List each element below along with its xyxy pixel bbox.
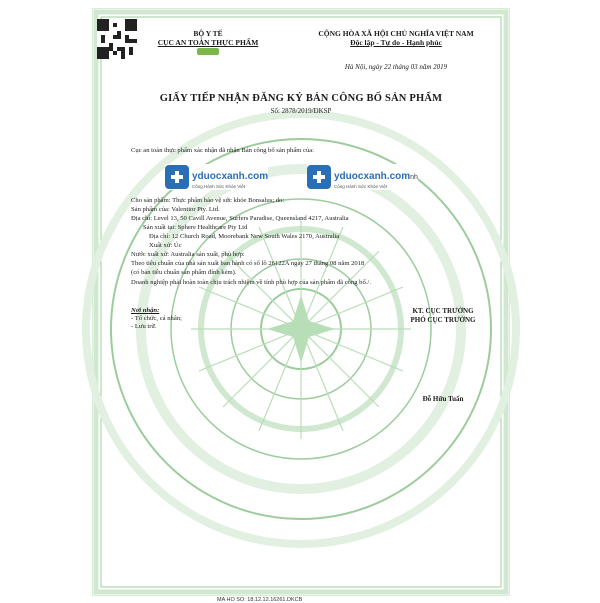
issue-date: Hà Nội, ngày 22 tháng 03 năm 2019 bbox=[344, 63, 448, 71]
issuer-header bbox=[153, 29, 263, 55]
certificate-sheet bbox=[92, 8, 510, 603]
national-header bbox=[293, 29, 499, 47]
ministry-name: BỘ Y TẾ bbox=[193, 29, 223, 38]
recipients-label: Nơi nhận: bbox=[131, 307, 160, 314]
bronze-drum-watermark bbox=[93, 119, 509, 589]
watermark-brand: yduocxanh.com bbox=[192, 170, 269, 182]
medical-cross-icon bbox=[307, 165, 331, 189]
qr-code bbox=[97, 19, 137, 59]
export-country-line: Nước xuất xứ: Australia sản xuất, phù hợp: bbox=[131, 251, 245, 258]
origin-line: Xuất xứ: Úc bbox=[149, 242, 182, 249]
standard-note: (có bản tiêu chuẩn sản phẩm đính kèm). bbox=[131, 269, 237, 276]
watermark-logo-1 bbox=[165, 164, 268, 190]
watermark-tagline: Công Hành Sức Khỏe Việt bbox=[192, 183, 245, 189]
watermark-tagline: Công Hành Sức Khỏe Việt bbox=[334, 183, 387, 189]
watermark-brand: yduocxanh.com bbox=[334, 170, 411, 182]
nation-name: CỘNG HÒA XÃ HỘI CHỦ NGHĨA VIỆT NAM bbox=[318, 29, 474, 38]
manufacturer-line: Sản xuất tại: Sphere Healthcare Pty Ltd bbox=[143, 224, 248, 231]
agency-seal-logo bbox=[197, 48, 219, 55]
responsibility-line: Doanh nghiệp phải hoàn toàn chịu trách nhiệm về tính phù hợp của sản phẩm đã công bố./. bbox=[131, 279, 371, 286]
standard-line: Theo tiêu chuẩn của nhà sản xuất ban hành có số lô 26122A ngày 27 tháng 08 năm 2018 bbox=[131, 260, 365, 267]
product-line: Cho sản phẩm: Thực phẩm bảo vệ sức khỏe Bonsalus; do: bbox=[131, 197, 285, 204]
intro-text: Cục an toàn thực phẩm xác nhận đã nhận Bản công bố sản phẩm của: bbox=[131, 147, 315, 154]
medical-cross-icon bbox=[165, 165, 189, 189]
signature-block bbox=[393, 307, 493, 325]
signer-name: Đỗ Hữu Tuấn bbox=[422, 395, 464, 403]
document-title: GIẤY TIẾP NHẬN ĐĂNG KÝ BẢN CÔNG BỐ SẢN PHẨM bbox=[159, 93, 443, 104]
manufacturer-address: Địa chỉ: 12 Church Road, Moorebank New South Wales 2170, Australia bbox=[149, 233, 340, 240]
record-code: MA HO SO: 18.12.12.16261.DKCB bbox=[217, 597, 303, 603]
national-motto: Độc lập - Tự do - Hạnh phúc bbox=[350, 38, 442, 47]
producer-line: Sản phẩm của: Valentior Pty. Ltd. bbox=[131, 206, 220, 213]
watermark-suffix: nh bbox=[410, 173, 418, 181]
producer-address: Địa chỉ: Level 13, 50 Cavill Avenue, Surfers Paradise, Queensland 4217, Australia bbox=[131, 215, 349, 222]
recipient-item: - Lưu trữ. bbox=[131, 323, 157, 330]
recipients-block bbox=[131, 307, 182, 331]
document-number: Số: 2878/2019/ĐKSP bbox=[270, 107, 332, 115]
signature-title-1: KT. CỤC TRƯỞNG bbox=[412, 307, 474, 315]
department-name: CỤC AN TOÀN THỰC PHẨM bbox=[157, 38, 259, 47]
watermark-logo-2 bbox=[307, 164, 418, 190]
signature-title-2: PHÓ CỤC TRƯỞNG bbox=[410, 316, 476, 324]
recipient-item: - Tổ chức, cá nhân; bbox=[131, 315, 182, 322]
